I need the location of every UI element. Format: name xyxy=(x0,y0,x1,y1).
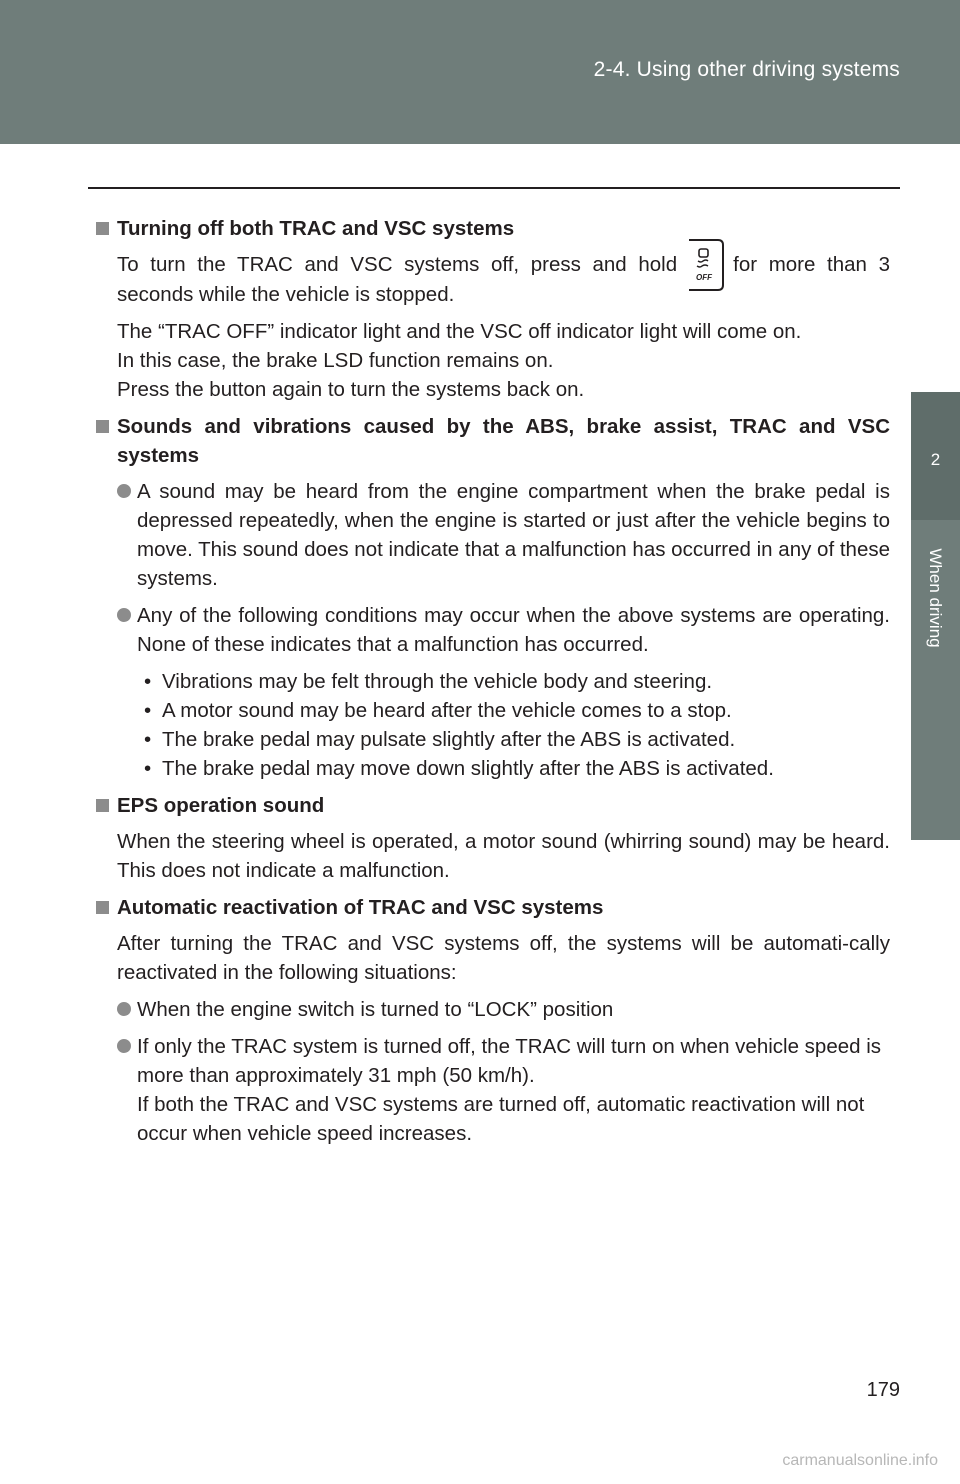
sub-list xyxy=(144,667,890,783)
round-bullet-icon xyxy=(117,608,131,622)
page-header xyxy=(0,0,960,144)
sub-list-item: • Vibrations may be felt through the vehicle body and steering. xyxy=(144,667,890,696)
square-bullet-icon xyxy=(96,901,109,914)
section-title: 2-4. Using other driving systems xyxy=(593,58,900,81)
square-bullet-icon xyxy=(96,420,109,433)
square-bullet-icon xyxy=(96,799,109,812)
vsc-off-button-icon xyxy=(685,238,725,292)
round-bullet-icon xyxy=(117,484,131,498)
paragraph: To turn the TRAC and VSC systems off, press and hold OFF for more than 3 seconds while the vehicle is stopped. xyxy=(117,250,890,309)
round-bullet-icon xyxy=(117,1002,131,1016)
section-heading: Automatic reactivation of TRAC and VSC systems xyxy=(96,893,890,922)
section-heading: Sounds and vibrations caused by the ABS, brake assist, TRAC and VSC systems xyxy=(96,412,890,470)
square-bullet-icon xyxy=(96,222,109,235)
round-bullet-icon xyxy=(117,1039,131,1053)
section-heading: EPS operation sound xyxy=(96,791,890,820)
list-item: Any of the following conditions may occur when the above systems are operating. None of these indicates that a malfunction has occurred. xyxy=(117,601,890,659)
sub-list-item: • The brake pedal may move down slightly after the ABS is activated. xyxy=(144,754,890,783)
paragraph: When the steering wheel is operated, a motor sound (whirring sound) may be heard. This does not indicate a malfunction. xyxy=(117,829,890,882)
svg-text:OFF: OFF xyxy=(696,272,713,282)
paragraph: The “TRAC OFF” indicator light and the VSC off indicator light will come on. In this case, the brake LSD function remains on. Press the button again to turn the systems back on. xyxy=(117,319,802,401)
watermark[interactable]: carmanualsonline.info xyxy=(782,1452,938,1469)
list-item: If only the TRAC system is turned off, the TRAC will turn on when vehicle speed is more than approximately 31 mph (50 km/h). If both the TRAC and VSC systems are turned off, automatic reactivation will not occur when vehicle speed increases. xyxy=(117,1032,890,1148)
list-item: When the engine switch is turned to “LOCK” position xyxy=(117,995,890,1024)
chapter-title: When driving xyxy=(926,548,945,648)
section-heading: Turning off both TRAC and VSC systems xyxy=(96,214,890,243)
page-content xyxy=(96,214,890,1156)
page-number: 179 xyxy=(866,1379,900,1401)
sub-list-item: • The brake pedal may pulsate slightly after the ABS is activated. xyxy=(144,725,890,754)
list-item: A sound may be heard from the engine compartment when the brake pedal is depressed repeatedly, when the engine is started or just after the vehicle begins to move. This sound does not indicate that a malfunction has occurred in any of these systems. xyxy=(117,477,890,593)
chapter-number: 2 xyxy=(930,450,941,469)
sub-list-item: • A motor sound may be heard after the vehicle comes to a stop. xyxy=(144,696,890,725)
paragraph: After turning the TRAC and VSC systems off, the systems will be automati-cally reactivated in the following situations: xyxy=(117,931,890,984)
header-rule xyxy=(88,187,900,189)
